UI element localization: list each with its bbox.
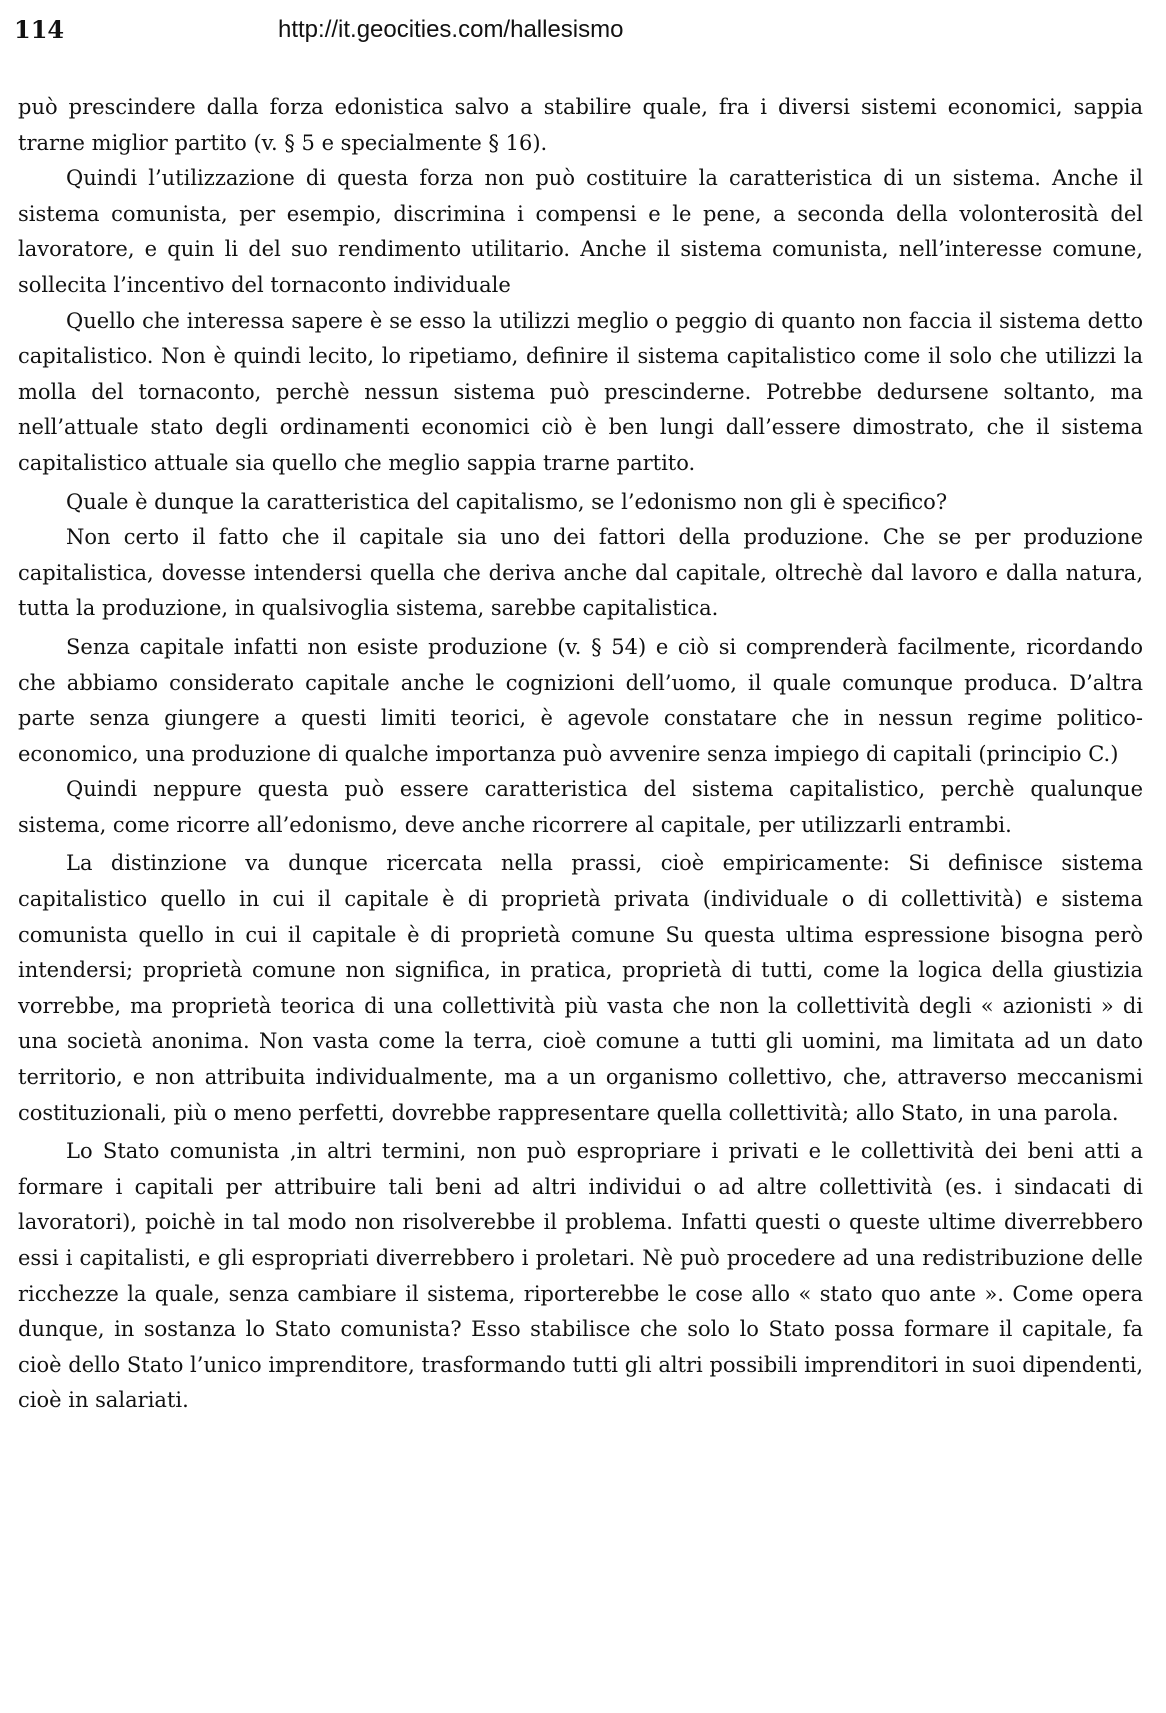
page-body (18, 90, 1143, 1419)
paragraph: Quello che interessa sapere è se esso la utilizzi meglio o peggio di quanto non faccia il sistema detto capitalistico. Non è quindi lecito, lo ripetiamo, definire il sistema capitalistico come il solo che utilizzi la molla del tornaconto, perchè nessun sistema può prescinderne. Potrebbe dedursene soltanto, ma nell’attuale stato degli ordinamenti economici ciò è ben lungi dall’essere dimostrato, che il sistema capitalistico attuale sia quello che meglio sappia trarne partito. (18, 308, 1143, 475)
paragraph: Senza capitale infatti non esiste produzione (v. § 54) e ciò si comprenderà facilmente, ricordando che abbiamo considerato capitale anche le cognizioni dell’uomo, il quale comunque produca. D’altra parte senza giungere a questi limiti teorici, è agevole constatare che in nessun regime politico-economico, una produzione di qualche importanza può avvenire senza impiego di capitali (principio C.) (18, 634, 1143, 766)
paragraph: La distinzione va dunque ricercata nella prassi, cioè empiricamente: Si definisce sistema capitalistico quello in cui il capitale è di proprietà privata (individuale o di collettività) e sistema comunista quello in cui il capitale è di proprietà comune Su questa ultima espressione bisogna però intendersi; proprietà comune non significa, in pratica, proprietà di tutti, come la logica della giustizia vorrebbe, ma proprietà teorica di una collettività più vasta che non la collettività degli « azionisti » di una società anonima. Non vasta come la terra, cioè comune a tutti gli uomini, ma limitata ad un dato territorio, e non attribuita individualmente, ma a un organismo collettivo, che, attraverso meccanismi costituzionali, più o meno perfetti, dovrebbe rappresentare quella collettività; allo Stato, in una parola. (18, 851, 1143, 1125)
paragraph: Quale è dunque la caratteristica del capitalismo, se l’edonismo non gli è specifico? (66, 489, 948, 514)
page-number: 114 (14, 15, 65, 44)
page-header (14, 14, 1144, 54)
paragraph: può prescindere dalla forza edonistica salvo a stabilire quale, fra i diversi sistemi economici, sappia trarne miglior partito (v. § 5 e specialmente § 16). (18, 95, 1143, 155)
paragraph: Lo Stato comunista ,in altri termini, non può espropriare i privati e le collettività dei beni atti a formare i capitali per attribuire tali beni ad altri individui o ad altre collettività (es. i sindacati di lavoratori), poichè in tal modo non risolverebbe il problema. Infatti questi o queste ultime diverrebbero essi i capitalisti, e gli espropriati diverrebbero i proletari. Nè può procedere ad una redistribuzione delle ricchezze la quale, senza cambiare il sistema, riporterebbe le cose allo « stato quo ante ». Come opera dunque, in sostanza lo Stato comunista? Esso stabilisce che solo lo Stato possa formare il capitale, fa cioè dello Stato l’unico imprenditore, trasformando tutti gli altri possibili imprenditori in suoi dipendenti, cioè in salariati. (18, 1139, 1143, 1413)
paragraph: Non certo il fatto che il capitale sia uno dei fattori della produzione. Che se per produzione capitalistica, dovesse intendersi quella che deriva anche dal capitale, oltrechè dal lavoro e dalla natura, tutta la produzione, in qualsivoglia sistema, sarebbe capitalistica. (18, 525, 1143, 621)
source-url: http://it.geocities.com/hallesismo (278, 16, 624, 43)
paragraph: Quindi neppure questa può essere caratteristica del sistema capitalistico, perchè qualunque sistema, come ricorre all’edonismo, deve anche ricorrere al capitale, per utilizzarli entrambi. (18, 777, 1143, 837)
paragraph: Quindi l’utilizzazione di questa forza non può costituire la caratteristica di un sistema. Anche il sistema comunista, per esempio, discrimina i compensi e le pene, a seconda della volonterosità del lavoratore, e quin li del suo rendimento utilitario. Anche il sistema comunista, nell’interesse comune, sollecita l’incentivo del tornaconto individuale (18, 166, 1143, 297)
